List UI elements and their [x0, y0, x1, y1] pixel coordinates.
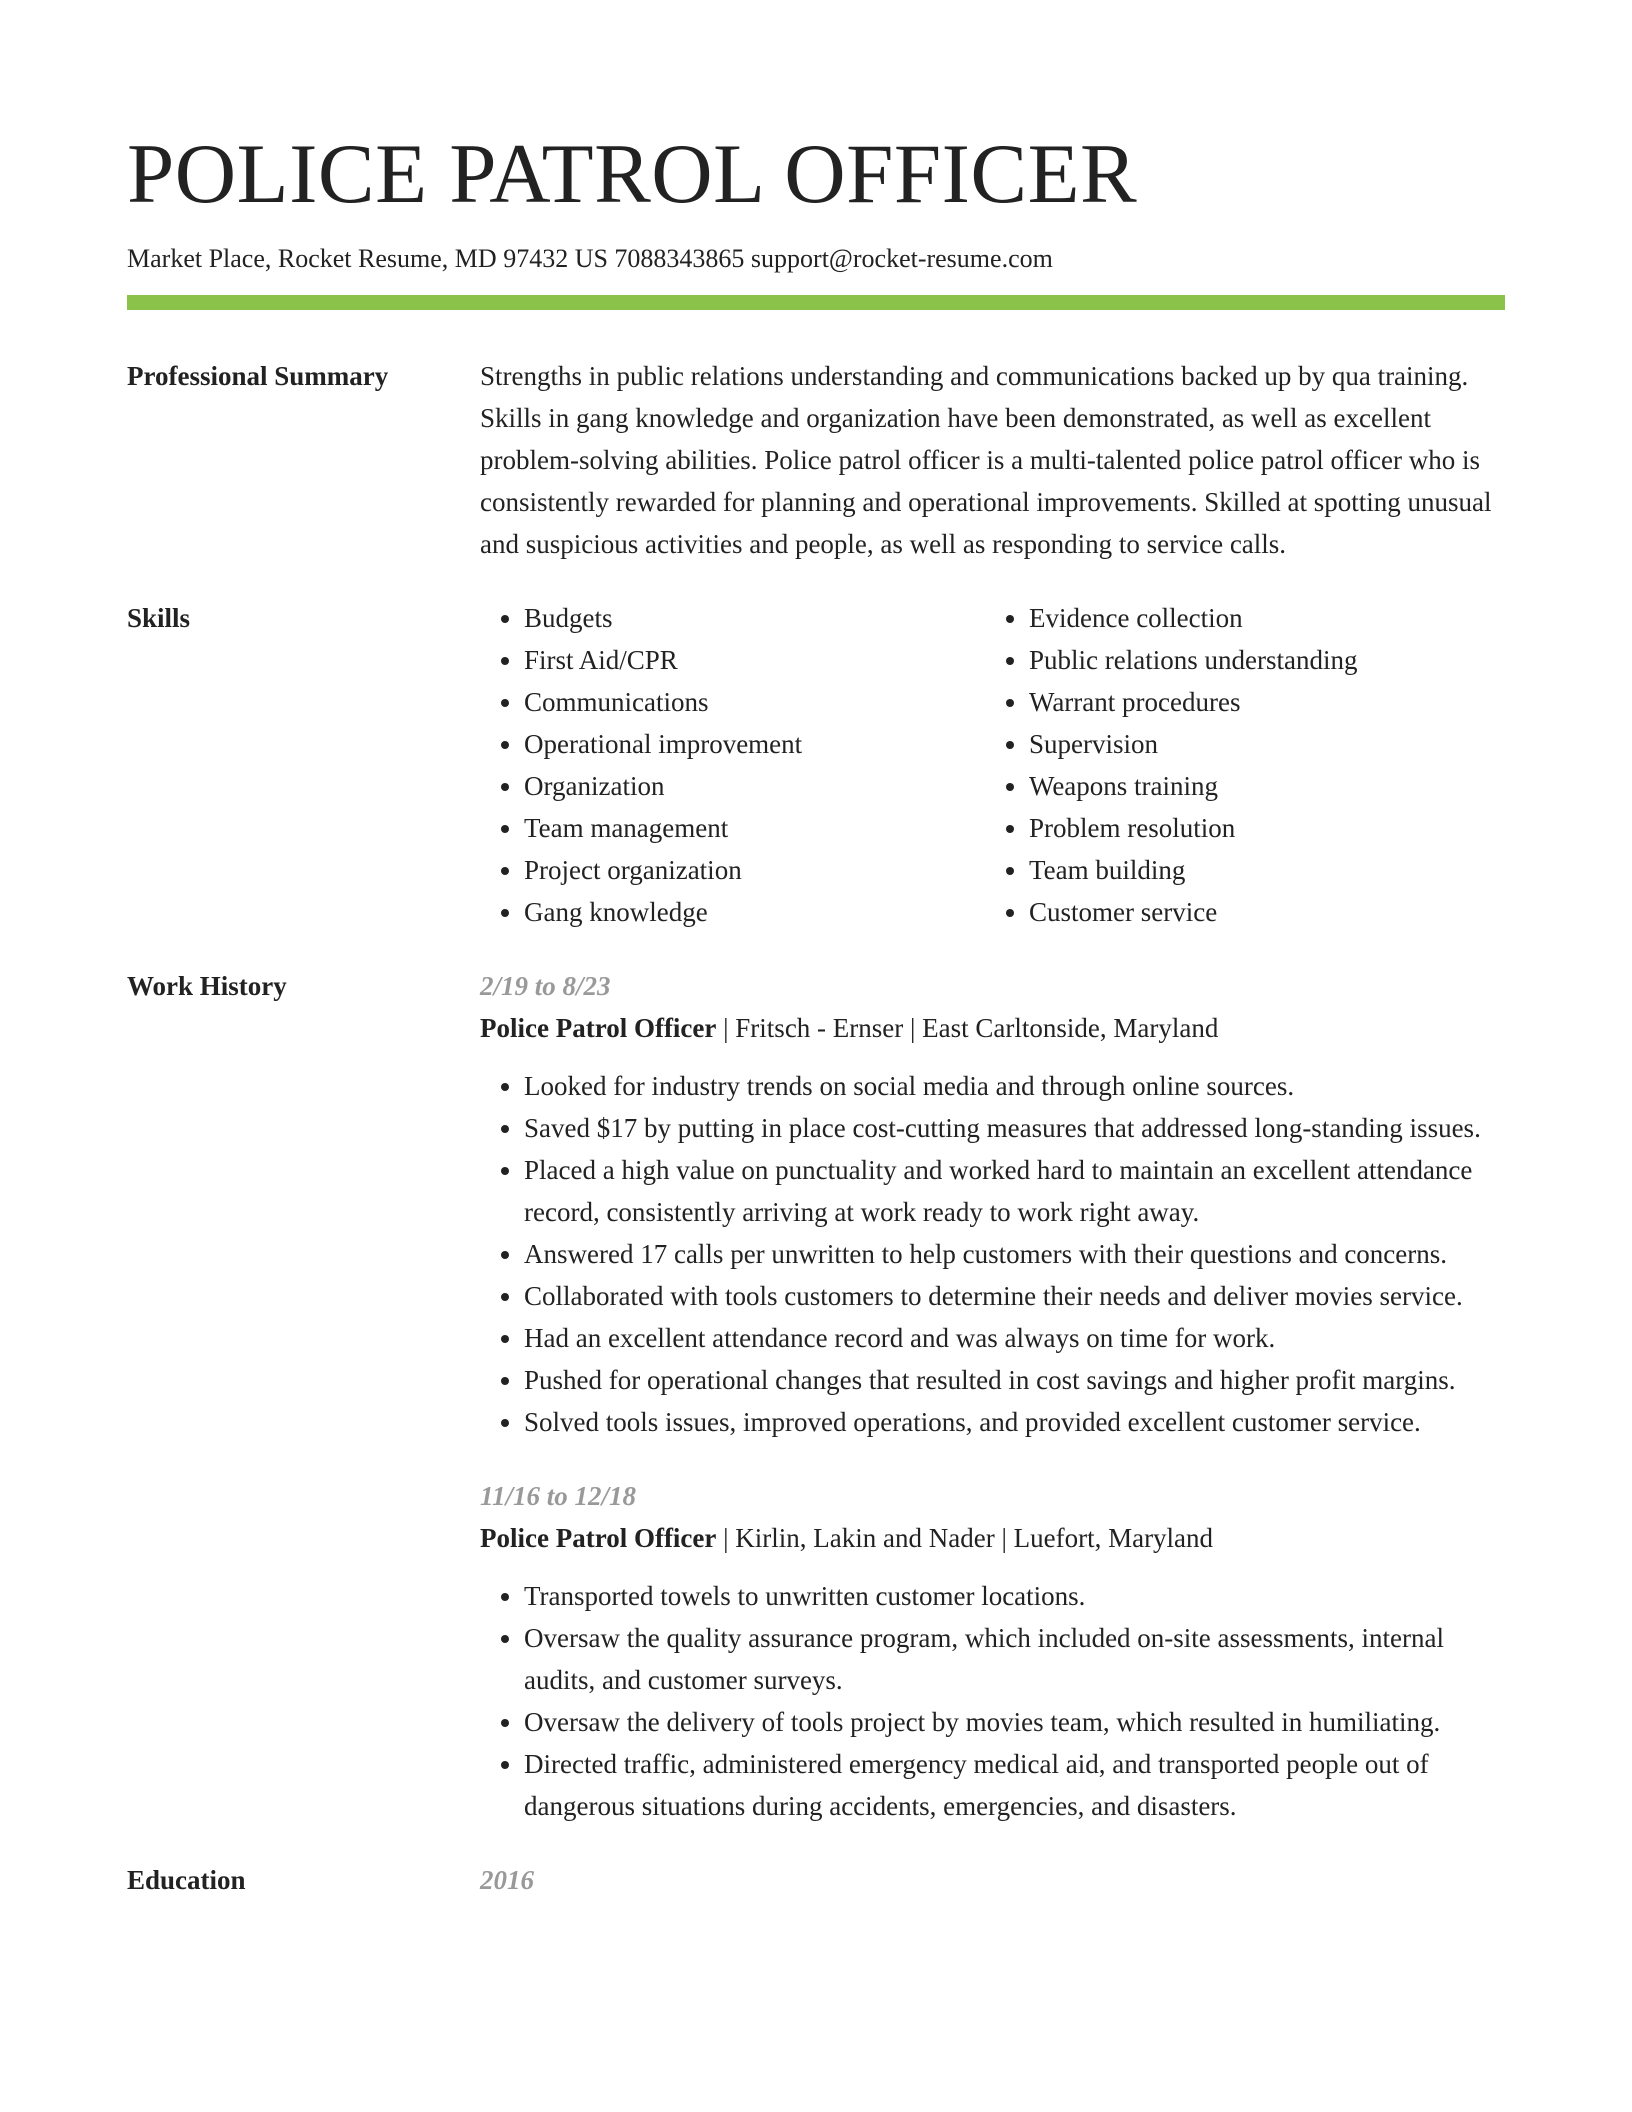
- job-bullet: • Directed traffic, administered emergency medical aid, and transported people out of dangerous situations during accidents, emergencies, and disasters.: [524, 1743, 1505, 1827]
- job-bullet: • Collaborated with tools customers to determine their needs and deliver movies service.: [524, 1275, 1505, 1317]
- job-bullet: • Placed a high value on punctuality and worked hard to maintain an excellent attendance record, consistently arriving at work ready to work right away.: [524, 1149, 1505, 1233]
- skill-item: • Weapons training: [1029, 765, 1490, 807]
- skill-item: • Public relations understanding: [1029, 639, 1490, 681]
- skill-item: • First Aid/CPR: [524, 639, 985, 681]
- job-heading: [480, 1517, 1505, 1559]
- skill-item: • Budgets: [524, 597, 985, 639]
- job-bullet: • Oversaw the quality assurance program, which included on-site assessments, internal audits, and customer surveys.: [524, 1617, 1505, 1701]
- skill-item: • Team management: [524, 807, 985, 849]
- job-bullet: • Transported towels to unwritten customer locations.: [524, 1575, 1505, 1617]
- job-bullet-list: [480, 1575, 1505, 1827]
- resume-page: [127, 124, 1505, 1901]
- skill-item: • Supervision: [1029, 723, 1490, 765]
- skill-item: • Organization: [524, 765, 985, 807]
- job-title: Police Patrol Officer: [480, 1523, 717, 1553]
- skills-section: [127, 597, 1505, 933]
- education-section: [127, 1859, 1505, 1901]
- education-body: [480, 1859, 1505, 1901]
- job-dates: 2/19 to 8/23: [480, 971, 611, 1001]
- skill-item: • Operational improvement: [524, 723, 985, 765]
- job-bullet: • Solved tools issues, improved operations, and provided excellent customer service.: [524, 1401, 1505, 1443]
- job-bullet: • Answered 17 calls per unwritten to help customers with their questions and concerns.: [524, 1233, 1505, 1275]
- skill-item: • Warrant procedures: [1029, 681, 1490, 723]
- summary-text: Strengths in public relations understanding and communications backed up by qua training. Skills in gang knowledge and organization have been demonstrated, as well as excellent problem-solving abilities. Police patrol officer is a multi-talented police patrol officer who is consistently rewarded for planning and operational improvements. Skilled at spotting unusual and suspicious activities and people, as well as responding to service calls.: [480, 361, 1492, 559]
- job-bullet-list: [480, 1065, 1505, 1443]
- job-heading: [480, 1007, 1505, 1049]
- skill-item: • Communications: [524, 681, 985, 723]
- skill-item: • Gang knowledge: [524, 891, 985, 933]
- job-bullet: • Had an excellent attendance record and was always on time for work.: [524, 1317, 1505, 1359]
- job-bullet: • Looked for industry trends on social media and through online sources.: [524, 1065, 1505, 1107]
- section-label-education: Education: [127, 1865, 246, 1895]
- job-employer-location: | Fritsch - Ernser | East Carltonside, Maryland: [716, 1013, 1219, 1043]
- job-title: Police Patrol Officer: [480, 1013, 717, 1043]
- skill-item: • Problem resolution: [1029, 807, 1490, 849]
- job-employer-location: | Kirlin, Lakin and Nader | Luefort, Maryland: [716, 1523, 1214, 1553]
- resume-title: POLICE PATROL OFFICER: [127, 127, 1138, 221]
- education-year: 2016: [480, 1865, 534, 1895]
- skills-list-left: [480, 597, 985, 933]
- skill-item: • Customer service: [1029, 891, 1490, 933]
- section-label-skills: Skills: [127, 603, 191, 633]
- skills-columns: [480, 597, 1505, 933]
- contact-line: Market Place, Rocket Resume, MD 97432 US 7088343865 support@rocket-resume.com: [127, 244, 1053, 273]
- skill-item: • Project organization: [524, 849, 985, 891]
- skills-body: [480, 597, 1505, 933]
- skills-list-right: [985, 597, 1490, 933]
- job-bullet: • Oversaw the delivery of tools project by movies team, which resulted in humiliating.: [524, 1701, 1505, 1743]
- work-history-body: [480, 965, 1505, 1827]
- job-bullet: • Saved $17 by putting in place cost-cutting measures that addressed long-standing issues.: [524, 1107, 1505, 1149]
- work-history-section: [127, 965, 1505, 1827]
- professional-summary-section: [127, 355, 1505, 565]
- job-bullet: • Pushed for operational changes that resulted in cost savings and higher profit margins.: [524, 1359, 1505, 1401]
- section-label-professional-summary: Professional Summary: [127, 361, 389, 391]
- job-dates: 11/16 to 12/18: [480, 1481, 637, 1511]
- job-entry: [480, 1475, 1505, 1827]
- skill-item: • Evidence collection: [1029, 597, 1490, 639]
- header-divider: [127, 295, 1505, 310]
- skill-item: • Team building: [1029, 849, 1490, 891]
- section-label-work-history: Work History: [127, 971, 287, 1001]
- job-entry: [480, 965, 1505, 1443]
